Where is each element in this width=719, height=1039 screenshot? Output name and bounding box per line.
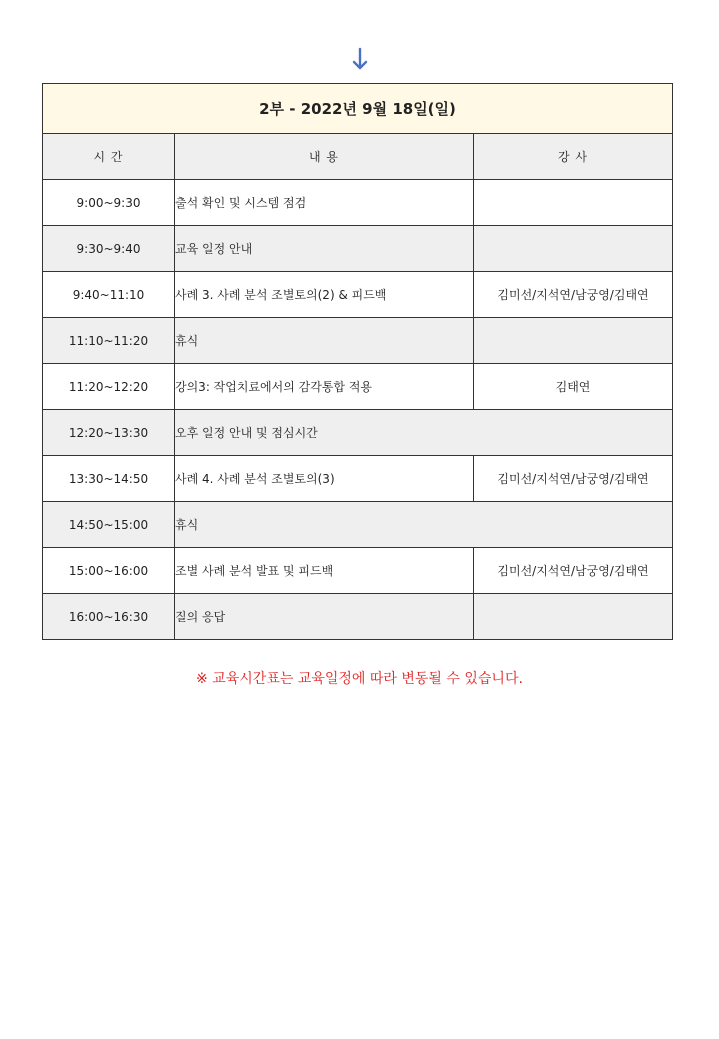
time-cell: 16:00~16:30 (43, 594, 175, 640)
time-cell: 9:40~11:10 (43, 272, 175, 318)
lecturer-cell (474, 226, 673, 272)
time-cell: 9:30~9:40 (43, 226, 175, 272)
time-cell: 11:10~11:20 (43, 318, 175, 364)
schedule-table (42, 83, 673, 640)
table-row (43, 594, 673, 640)
header-time: 시 간 (43, 134, 175, 180)
content-cell: 오후 일정 안내 및 점심시간 (175, 410, 673, 456)
table-row (43, 410, 673, 456)
table-row (43, 226, 673, 272)
content-cell: 사례 3. 사례 분석 조별토의(2) & 피드백 (175, 272, 474, 318)
header-lecturer: 강 사 (474, 134, 673, 180)
schedule-change-notice: ※ 교육시간표는 교육일정에 따라 변동될 수 있습니다. (196, 671, 523, 687)
table-row (43, 364, 673, 410)
lecturer-cell (474, 318, 673, 364)
lecturer-cell (474, 180, 673, 226)
time-cell: 12:20~13:30 (43, 410, 175, 456)
table-row (43, 180, 673, 226)
header-content: 내 용 (175, 134, 474, 180)
title-row (43, 84, 673, 134)
content-cell: 출석 확인 및 시스템 점검 (175, 180, 474, 226)
time-cell: 15:00~16:00 (43, 548, 175, 594)
time-cell: 11:20~12:20 (43, 364, 175, 410)
time-cell: 14:50~15:00 (43, 502, 175, 548)
table-row (43, 502, 673, 548)
schedule-title: 2부 - 2022년 9월 18일(일) (43, 84, 673, 134)
time-cell: 9:00~9:30 (43, 180, 175, 226)
lecturer-cell: 김태연 (474, 364, 673, 410)
table-row (43, 456, 673, 502)
table-row (43, 548, 673, 594)
arrow-down-icon (350, 46, 370, 72)
lecturer-cell: 김미선/지석연/남궁영/김태연 (474, 548, 673, 594)
table-row (43, 272, 673, 318)
content-cell: 강의3: 작업치료에서의 감각통합 적용 (175, 364, 474, 410)
header-row (43, 134, 673, 180)
content-cell: 교육 일정 안내 (175, 226, 474, 272)
content-cell: 질의 응답 (175, 594, 474, 640)
content-cell: 휴식 (175, 502, 673, 548)
lecturer-cell (474, 594, 673, 640)
lecturer-cell: 김미선/지석연/남궁영/김태연 (474, 456, 673, 502)
time-cell: 13:30~14:50 (43, 456, 175, 502)
content-cell: 휴식 (175, 318, 474, 364)
content-cell: 조별 사례 분석 발표 및 피드백 (175, 548, 474, 594)
table-row (43, 318, 673, 364)
content-cell: 사례 4. 사례 분석 조별토의(3) (175, 456, 474, 502)
lecturer-cell: 김미선/지석연/남궁영/김태연 (474, 272, 673, 318)
